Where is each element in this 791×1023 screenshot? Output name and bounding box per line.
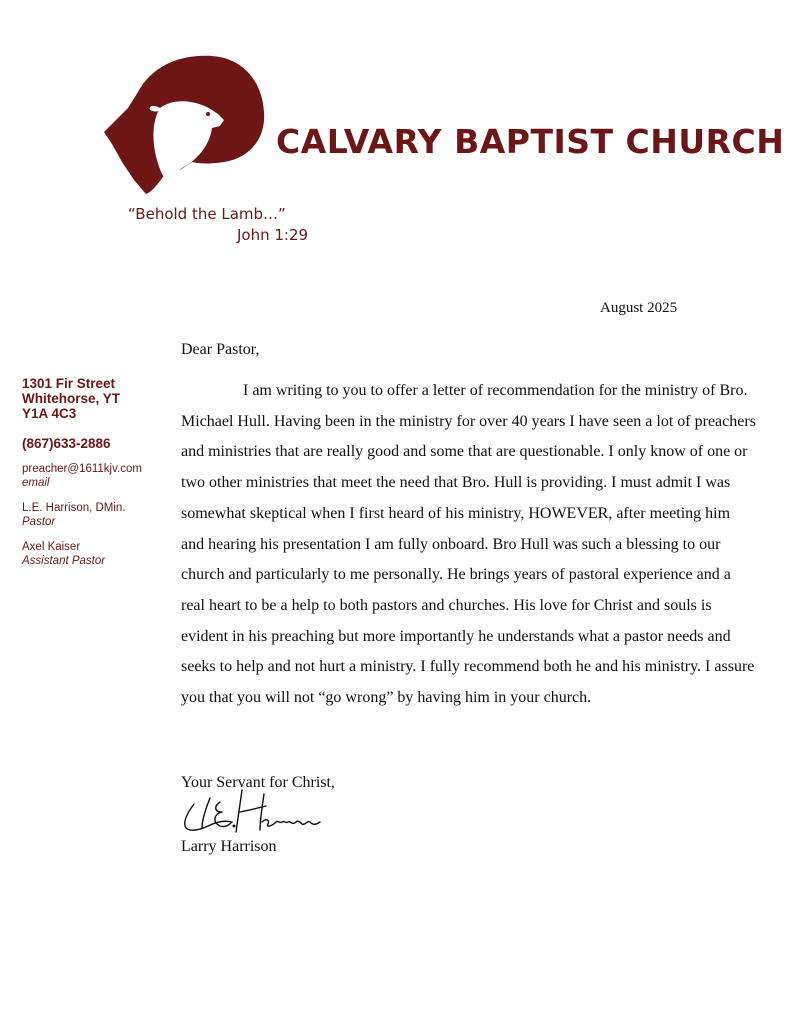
letter-date: August 2025 — [600, 300, 678, 316]
email-label: email — [22, 477, 50, 489]
letter-body-text: I am writing to you to offer a letter of recommendation for the ministry of Bro. Michael Hull. Having been in the ministry for over 40 years I have seen a lot of preachers and ministries that are really good and some that are questionable. I only know of one or two other ministries that meet the need that Bro. Hull is providing. I must admit I was somewhat skeptical when I first heard of his ministry, HOWEVER, after meeting him and hearing his presentation I am fully onboard. Bro Hull was such a blessing to our church and particularly to me personally. He brings years of pastoral experience and a real heart to be a help to both pastors and churches. His love for Christ and souls is evident in his preaching but more importantly he understands what a pastor needs and seeks to help and not hurt a ministry. I fully recommend both he and his ministry. I assure you that you will not “go wrong” by having him in your church. — [181, 382, 756, 707]
assistant-pastor-title: Assistant Pastor — [22, 555, 106, 567]
phone-number: (867)633-2886 — [22, 436, 111, 451]
letter-body — [181, 376, 756, 714]
tagline: “Behold the Lamb…” — [128, 205, 286, 223]
salutation: Dear Pastor, — [181, 341, 260, 358]
lion-and-lamb-logo-icon — [100, 52, 270, 197]
church-name: CALVARY BAPTIST CHURCH — [276, 122, 785, 161]
email-address: preacher@1611kjv.com — [22, 463, 142, 475]
pastor-name: L.E. Harrison, DMin. — [22, 502, 126, 514]
address-line-1: 1301 Fir Street — [22, 376, 116, 391]
signature-icon — [180, 782, 325, 842]
signer-name: Larry Harrison — [181, 838, 277, 855]
tagline-reference: John 1:29 — [237, 226, 309, 244]
address-line-3: Y1A 4C3 — [22, 406, 77, 421]
sidebar-contact — [22, 376, 172, 568]
closing: Your Servant for Christ, — [181, 774, 335, 791]
assistant-pastor-name: Axel Kaiser — [22, 541, 81, 553]
address-line-2: Whitehorse, YT — [22, 391, 121, 406]
pastor-title: Pastor — [22, 516, 56, 528]
